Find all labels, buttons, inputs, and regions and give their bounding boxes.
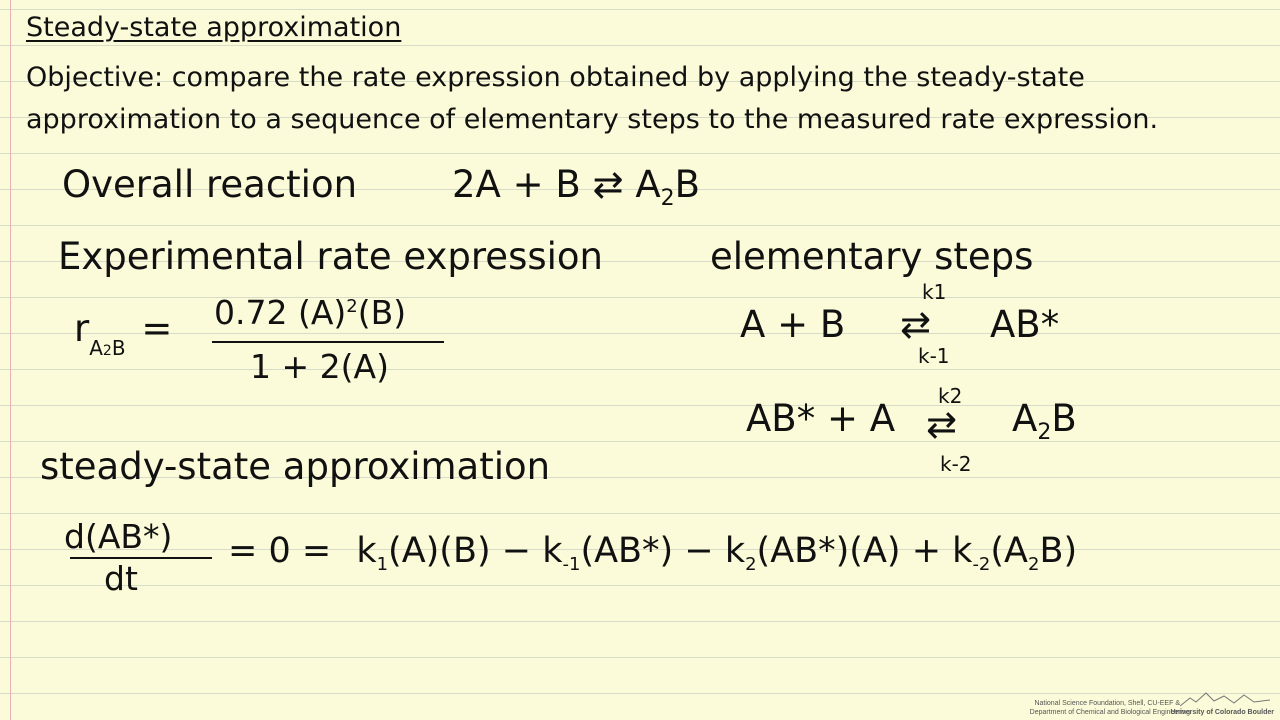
step2-k-forward: k2 — [938, 384, 963, 408]
step2-k-reverse: k-2 — [940, 452, 972, 476]
step1-arrow: ⇄ — [900, 303, 932, 346]
footer-credit-3: University of Colorado Boulder — [1170, 709, 1274, 716]
footer-credit-1: National Science Foundation, Shell, CU-EEF & — [1034, 700, 1180, 707]
elementary-steps-label: elementary steps — [710, 235, 1034, 278]
ss-term3: (AB*)(A) + — [756, 531, 942, 571]
ss-k-2-sub: -2 — [972, 554, 991, 575]
rate-r: r — [74, 307, 90, 350]
experimental-rate-label: Experimental rate expression — [58, 235, 603, 278]
ss-fraction-bar — [70, 557, 212, 559]
rate-fraction-bar — [212, 341, 444, 343]
rate-symbol — [74, 307, 173, 360]
step1-left: A + B — [740, 303, 846, 346]
rate-denominator: 1 + 2(A) — [250, 347, 389, 386]
page-title: Steady-state approximation — [26, 12, 402, 43]
ss-k-2: k — [952, 531, 973, 571]
objective-line-1: Objective: compare the rate expression obtained by applying the steady-state — [26, 62, 1085, 93]
mountain-logo-icon — [1180, 690, 1270, 708]
ss-numerator: d(AB*) — [64, 517, 173, 556]
step2-right-subscript: 2 — [1037, 420, 1052, 445]
equilibrium-arrow: ⇄ — [592, 163, 624, 206]
rate-numerator — [214, 293, 407, 332]
ss-term4-sub: 2 — [1028, 554, 1040, 575]
steady-state-label: steady-state approximation — [40, 445, 551, 488]
ss-k-1-sub: -1 — [562, 554, 581, 575]
ss-k1-sub: 1 — [376, 554, 389, 575]
notebook-margin-line — [10, 0, 11, 720]
rate-sub-2: 2 — [102, 343, 112, 359]
overall-reaction-label: Overall reaction — [62, 163, 358, 206]
ss-k-1: k — [542, 531, 563, 571]
ss-k1: k — [356, 531, 377, 571]
overall-product-subscript: 2 — [660, 186, 675, 211]
step1-right: AB* — [990, 303, 1060, 346]
overall-equation — [452, 163, 701, 211]
ss-equation-rhs — [228, 531, 1078, 575]
overall-product: A — [635, 163, 661, 206]
step1-k-reverse: k-1 — [918, 344, 950, 368]
step2-right — [1012, 397, 1077, 445]
step2-right-end: B — [1051, 397, 1077, 440]
ss-term4-end: B) — [1039, 531, 1078, 571]
numerator-end: (B) — [357, 293, 407, 332]
rate-sub-b: B — [111, 336, 126, 360]
overall-reactants: 2A + B — [452, 163, 581, 206]
ss-denominator: dt — [104, 559, 138, 598]
ss-term4: (A — [990, 531, 1028, 571]
objective-line-2: approximation to a sequence of elementary steps to the measured rate expression. — [26, 104, 1159, 135]
rate-subscript — [89, 336, 125, 360]
rate-sub-a: A — [89, 336, 103, 360]
ss-equals-zero: = 0 = — [228, 531, 332, 571]
rate-equals: = — [141, 307, 173, 350]
ss-term2: (AB*) − — [580, 531, 714, 571]
step1-k-forward: k1 — [922, 280, 947, 304]
ss-term1: (A)(B) − — [388, 531, 532, 571]
footer-credit-2: Department of Chemical and Biological Engineering — [1029, 709, 1190, 716]
overall-product-end: B — [674, 163, 701, 206]
numerator-main: 0.72 (A) — [214, 293, 347, 332]
step2-left: AB* + A — [746, 397, 896, 440]
ss-k2-sub: 2 — [745, 554, 757, 575]
step2-right-main: A — [1012, 397, 1038, 440]
step2-arrow: ⇄ — [926, 403, 958, 446]
numerator-exponent: 2 — [346, 296, 358, 317]
ss-k2: k — [724, 531, 746, 571]
